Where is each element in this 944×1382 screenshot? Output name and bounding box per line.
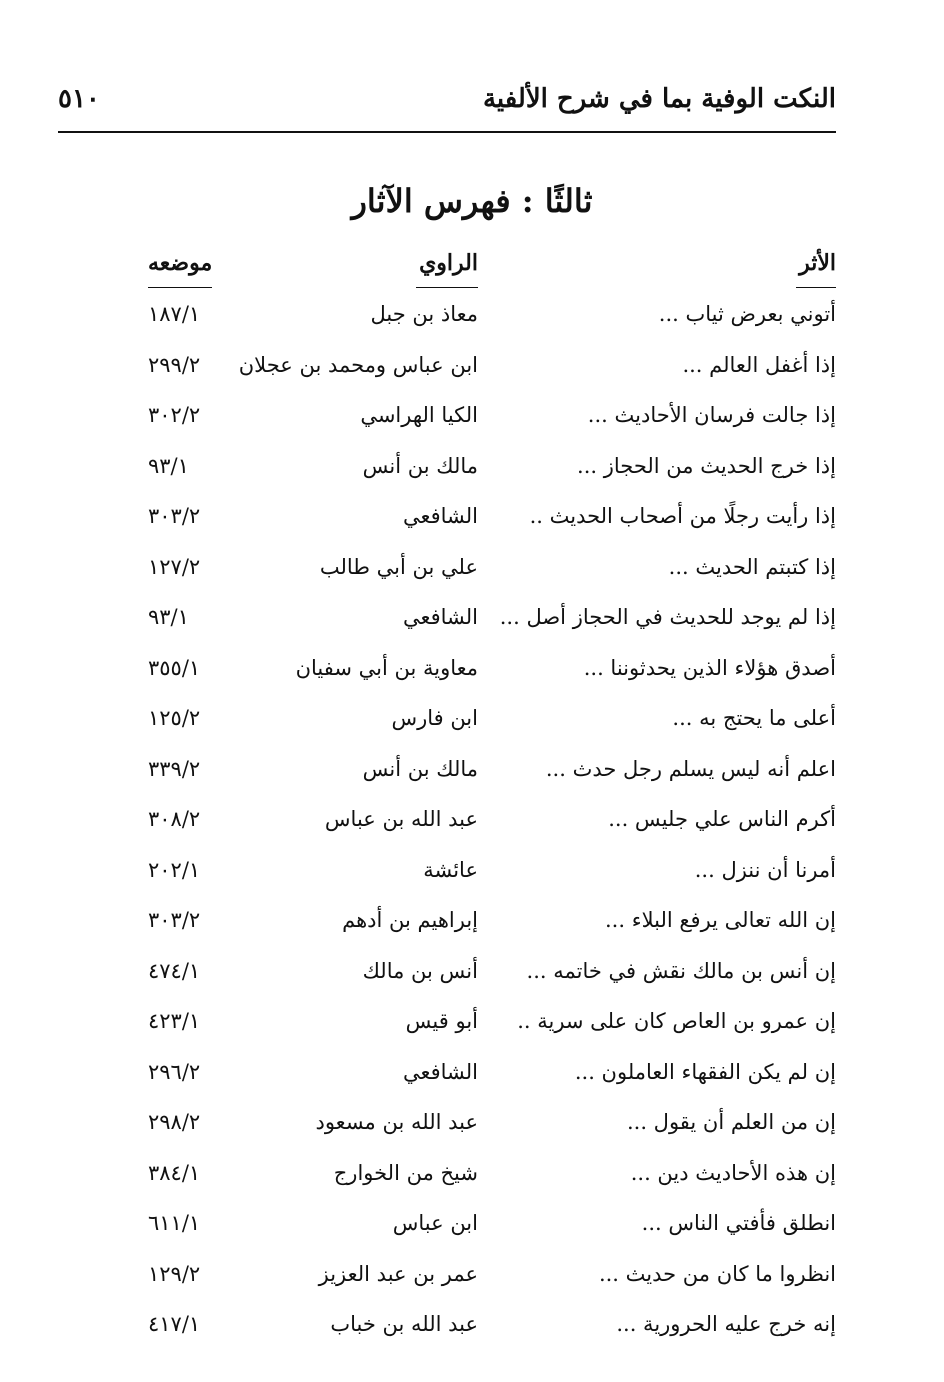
narrator-name: عائشة xyxy=(423,857,478,882)
table-row xyxy=(0,1201,944,1252)
location-ref: ٣٨٤/١ xyxy=(148,1160,201,1185)
location-ref: ١٢٩/٢ xyxy=(148,1261,201,1286)
column-underline-rawi xyxy=(416,287,478,288)
athar-text: إنه خرج عليه الحرورية ... xyxy=(616,1312,836,1336)
table-row xyxy=(0,343,944,394)
location-ref: ٤١٧/١ xyxy=(148,1312,201,1336)
table-row xyxy=(0,1151,944,1202)
column-underline-mawdi xyxy=(148,287,212,288)
location-ref: ٢٠٢/١ xyxy=(148,857,201,882)
location-ref: ٤٧٤/١ xyxy=(148,958,201,983)
narrator-name: عبد الله بن مسعود xyxy=(315,1110,478,1134)
location-ref: ٣٥٥/١ xyxy=(148,655,201,680)
narrator-name: مالك بن أنس xyxy=(362,453,478,478)
book-title: النكت الوفية بما في شرح الألفية xyxy=(482,84,836,114)
table-row xyxy=(0,1100,944,1151)
table-row xyxy=(0,1302,944,1353)
narrator-name: أبو قيس xyxy=(405,1009,478,1033)
location-ref: ٣٠٢/٢ xyxy=(148,403,201,427)
athar-text: إن من العلم أن يقول ... xyxy=(626,1110,836,1134)
narrator-name: الشافعي xyxy=(402,504,478,528)
narrator-name: ابن عباس xyxy=(392,1211,478,1235)
header-divider xyxy=(58,131,836,133)
column-header-athar xyxy=(799,250,836,282)
location-ref: ٩٣/١ xyxy=(148,453,189,478)
location-ref: ٢٩٦/٢ xyxy=(148,1059,201,1084)
page-number: ٥١٠ xyxy=(58,84,100,114)
narrator-name: معاوية بن أبي سفيان xyxy=(295,655,478,680)
location-ref: ٩٣/١ xyxy=(148,605,189,629)
table-row xyxy=(0,949,944,1000)
column-header-rawi-label: الراوي xyxy=(419,250,478,276)
narrator-name: الشافعي xyxy=(402,1059,478,1084)
athar-text: إن الله تعالى يرفع البلاء ... xyxy=(605,908,836,932)
athar-text: أكرم الناس علي جليس ... xyxy=(608,807,836,831)
athar-text: إذا خرج الحديث من الحجاز ... xyxy=(577,453,836,478)
table-row xyxy=(0,292,944,343)
athar-text: إذا رأيت رجلًا من أصحاب الحديث .. xyxy=(529,504,836,528)
column-header-mawdi-label: موضعه xyxy=(148,250,213,276)
athar-index-table xyxy=(0,292,944,1353)
table-row xyxy=(0,898,944,949)
location-ref: ١٢٥/٢ xyxy=(148,706,201,730)
location-ref: ٣٠٣/٢ xyxy=(148,908,201,932)
narrator-name: الكيا الهراسي xyxy=(360,403,478,427)
narrator-name: الشافعي xyxy=(402,605,478,629)
athar-text: أعلى ما يحتج به ... xyxy=(672,706,836,730)
athar-text: أمرنا أن ننزل ... xyxy=(694,857,836,882)
location-ref: ٣٠٨/٢ xyxy=(148,807,201,831)
table-row xyxy=(0,595,944,646)
location-ref: ١٨٧/١ xyxy=(148,302,201,326)
column-underline-athar xyxy=(796,287,836,288)
location-ref: ٢٩٩/٢ xyxy=(148,352,201,377)
column-header-mawdi xyxy=(148,250,212,282)
athar-text: إن عمرو بن العاص كان على سرية .. xyxy=(517,1009,836,1033)
narrator-name: إبراهيم بن أدهم xyxy=(342,908,478,932)
location-ref: ٣٠٣/٢ xyxy=(148,504,201,528)
location-ref: ١٢٧/٢ xyxy=(148,554,201,579)
athar-text: انظروا ما كان من حديث ... xyxy=(598,1261,836,1286)
table-row xyxy=(0,1050,944,1101)
table-row xyxy=(0,545,944,596)
location-ref: ٦١١/١ xyxy=(148,1211,201,1235)
column-header-rawi xyxy=(419,250,478,282)
narrator-name: ابن عباس ومحمد بن عجلان xyxy=(238,352,478,377)
section-title: ثالثًا : فهرس الآثار xyxy=(351,182,593,220)
table-row xyxy=(0,494,944,545)
table-row xyxy=(0,646,944,697)
athar-text: انطلق فأفتي الناس ... xyxy=(641,1211,836,1235)
athar-text: أتوني بعرض ثياب ... xyxy=(658,302,836,326)
athar-text: إذا كتبتم الحديث ... xyxy=(668,554,836,579)
table-row xyxy=(0,1252,944,1303)
column-header-athar-label: الأثر xyxy=(799,250,836,276)
narrator-name: عبد الله بن عباس xyxy=(324,807,478,831)
athar-text: اعلم أنه ليس يسلم رجل حدث ... xyxy=(545,756,836,781)
running-header xyxy=(58,80,836,128)
table-row xyxy=(0,696,944,747)
narrator-name: ابن فارس xyxy=(391,706,478,730)
table-row xyxy=(0,797,944,848)
table-row xyxy=(0,848,944,899)
athar-text: إذا لم يوجد للحديث في الحجاز أصل ... xyxy=(499,605,836,629)
narrator-name: معاذ بن جبل xyxy=(370,302,478,326)
table-row xyxy=(0,393,944,444)
narrator-name: أنس بن مالك xyxy=(362,958,478,983)
table-row xyxy=(0,444,944,495)
athar-text: إن لم يكن الفقهاء العاملون ... xyxy=(574,1059,836,1084)
narrator-name: عبد الله بن خباب xyxy=(330,1312,478,1336)
location-ref: ٤٢٣/١ xyxy=(148,1009,201,1033)
athar-text: إن هذه الأحاديث دين ... xyxy=(630,1160,836,1185)
table-row xyxy=(0,747,944,798)
narrator-name: علي بن أبي طالب xyxy=(319,554,478,579)
table-row xyxy=(0,999,944,1050)
narrator-name: شيخ من الخوارج xyxy=(333,1160,478,1185)
athar-text: أصدق هؤلاء الذين يحدثوننا ... xyxy=(583,655,836,680)
narrator-name: مالك بن أنس xyxy=(362,756,478,781)
location-ref: ٢٩٨/٢ xyxy=(148,1110,201,1134)
athar-text: إن أنس بن مالك نقش في خاتمه ... xyxy=(526,958,836,983)
athar-text: إذا أغفل العالم ... xyxy=(682,352,836,377)
narrator-name: عمر بن عبد العزيز xyxy=(318,1261,478,1286)
location-ref: ٣٣٩/٢ xyxy=(148,756,201,781)
athar-text: إذا جالت فرسان الأحاديث ... xyxy=(587,403,836,427)
